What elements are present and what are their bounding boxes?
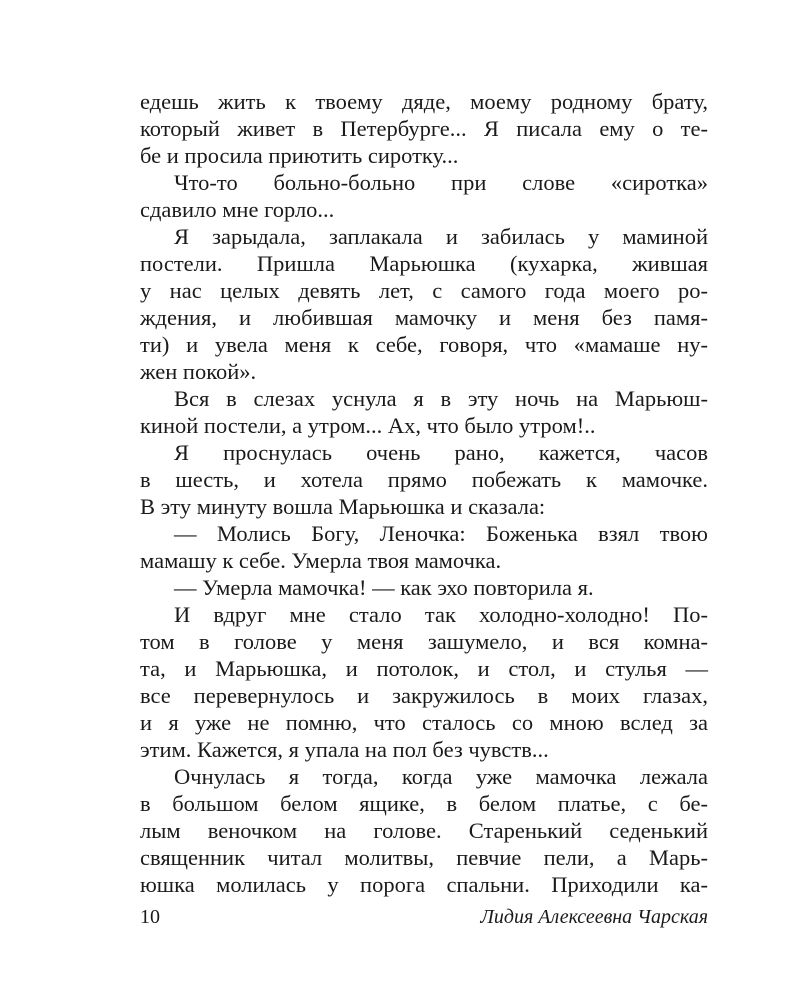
text-line: и я уже не помню, что сталось со мною вслед за <box>140 710 708 735</box>
text-line: жен покой». <box>140 359 257 384</box>
text-line: В эту минуту вошла Марьюшка и сказала: <box>140 494 546 519</box>
text-line: едешь жить к твоему дяде, моему родному брату, <box>140 89 708 114</box>
text-line: у нас целых девять лет, с самого года моего ро- <box>140 278 708 303</box>
text-line: лым веночком на голове. Старенький седенький <box>140 818 708 843</box>
text-line: постели. Пришла Марьюшка (кухарка, жившая <box>140 251 708 276</box>
book-body-text <box>140 88 708 898</box>
text-line: та, и Марьюшка, и потолок, и стол, и стулья — <box>140 656 708 681</box>
text-line: сдавило мне горло... <box>140 197 335 222</box>
text-line: том в голове у меня зашумело, и вся комна- <box>140 629 708 654</box>
page-number: 10 <box>140 906 160 928</box>
text-line: ти) и увела меня к себе, говоря, что «мамаше ну- <box>140 332 708 357</box>
page-footer <box>140 904 708 930</box>
text-line: — Умерла мамочка! — как эхо повторила я. <box>174 575 594 600</box>
running-author: Лидия Алексеевна Чарская <box>480 906 708 928</box>
text-line: в большом белом ящике, в белом платье, с бе- <box>140 791 708 816</box>
text-line: Вся в слезах уснула я в эту ночь на Марьюш- <box>174 386 708 411</box>
text-line: юшка молилась у порога спальни. Приходили ка- <box>140 872 708 897</box>
text-line: И вдруг мне стало так холодно-холодно! По- <box>174 602 708 627</box>
text-line: этим. Кажется, я упала на пол без чувств... <box>140 737 549 762</box>
text-line: в шесть, и хотела прямо побежать к мамочке. <box>140 467 708 492</box>
text-line: Очнулась я тогда, когда уже мамочка лежала <box>174 764 708 789</box>
text-line: Что-то больно-больно при слове «сиротка» <box>174 170 708 195</box>
text-line: мамашу к себе. Умерла твоя мамочка. <box>140 548 502 573</box>
text-line: киной постели, а утром... Ах, что было утром!.. <box>140 413 596 438</box>
text-line: — Молись Богу, Леночка: Боженька взял твою <box>174 521 708 546</box>
text-line: бе и просила приютить сиротку... <box>140 143 459 168</box>
text-line: который живет в Петербурге... Я писала ему о те- <box>140 116 708 141</box>
text-line: все перевернулось и закружилось в моих глазах, <box>140 683 708 708</box>
text-line: Я проснулась очень рано, кажется, часов <box>174 440 708 465</box>
text-line: священник читал молитвы, певчие пели, а Марь- <box>140 845 708 870</box>
text-line: ждения, и любившая мамочку и меня без памя- <box>140 305 708 330</box>
text-line: Я зарыдала, заплакала и забилась у маминой <box>174 224 708 249</box>
